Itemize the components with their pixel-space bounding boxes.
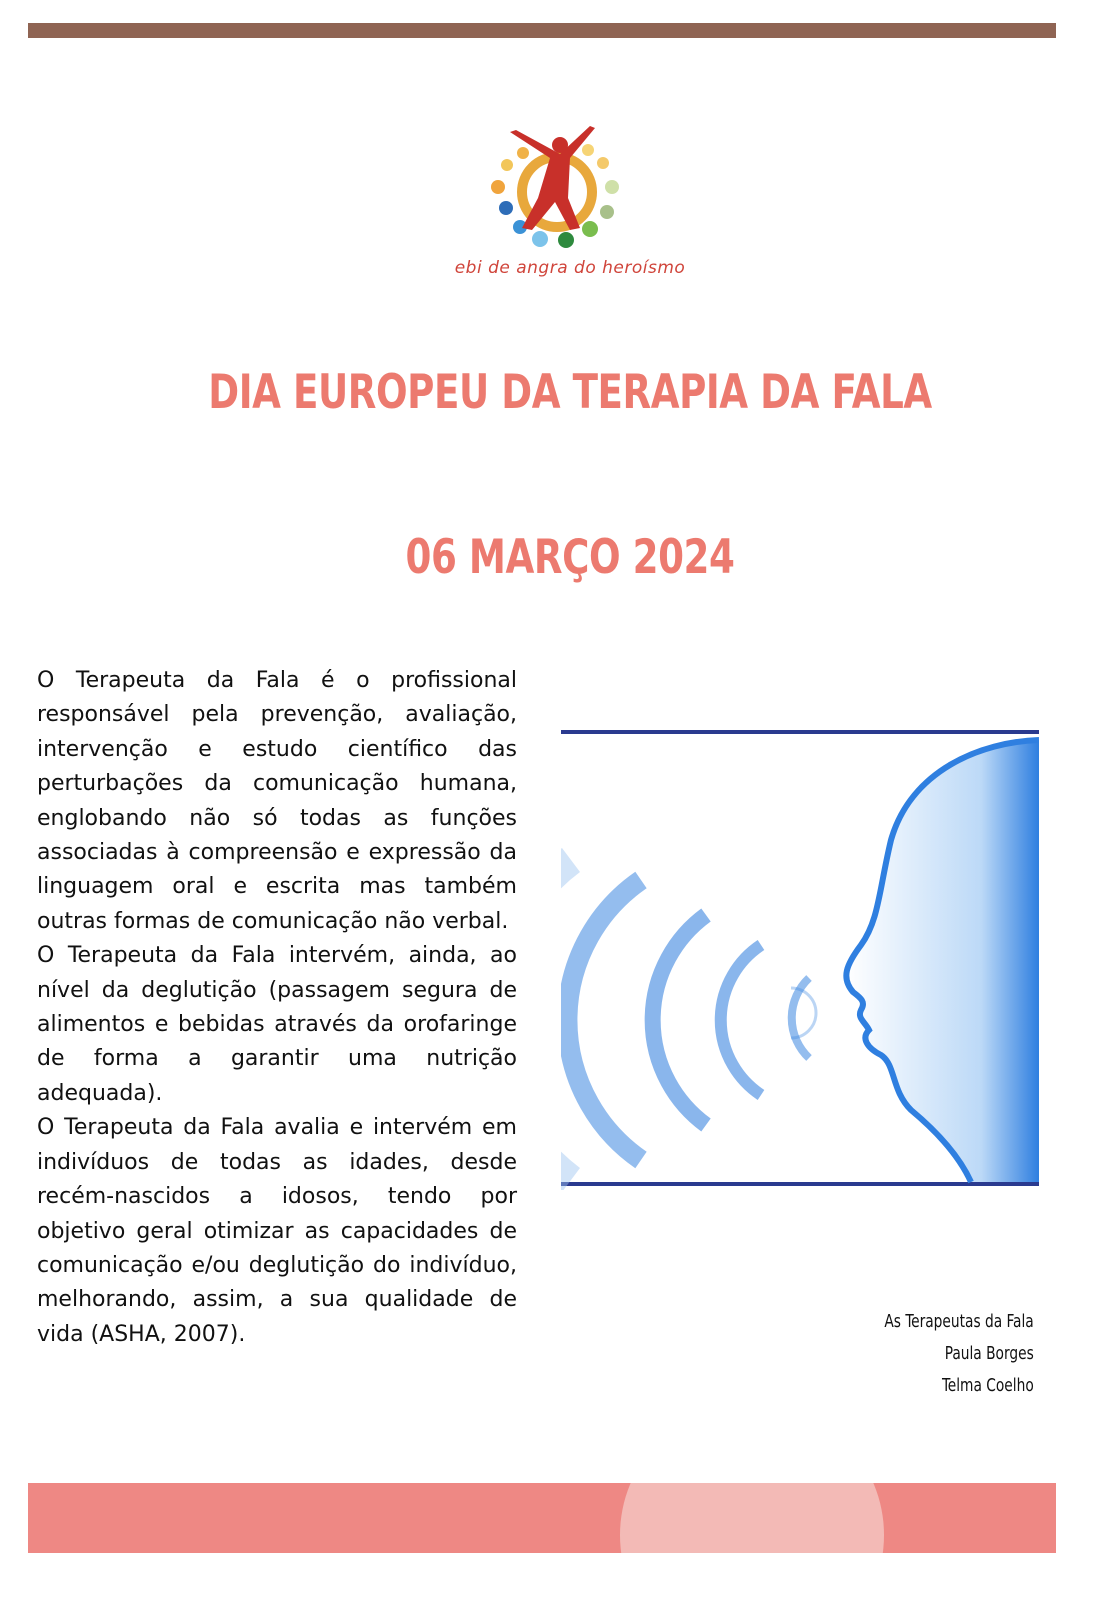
logo-emblem-icon	[410, 120, 730, 260]
credits-name: Telma Coelho	[942, 1375, 1034, 1396]
paragraph: O Terapeuta da Fala é o profissional responsável pela prevenção, avaliação, intervenção e estudo científico das perturbações da comunicação humana, englobando não só todas as funções associadas à compreensão e expressão da linguagem oral e escrita mas também outras formas de comunicação não verbal.	[37, 668, 517, 934]
paragraph: O Terapeuta da Fala avalia e intervém em indivíduos de todas as idades, desde recém-nascidos a idosos, tendo por objetivo geral otimizar as capacidades de comunicação e/ou deglutição do indivíduo, melhorando, assim, a sua qualidade de vida (ASHA, 2007).	[37, 1115, 517, 1347]
credits-name: Paula Borges	[944, 1343, 1034, 1364]
school-logo	[410, 120, 730, 290]
speech-illustration	[561, 730, 1039, 1190]
page-title: DIA EUROPEU DA TERAPIA DA FALA	[208, 365, 932, 420]
decorative-circle	[620, 1483, 884, 1553]
top-bar	[28, 23, 1056, 38]
credits	[858, 1306, 1034, 1402]
body-text	[37, 664, 517, 1352]
event-date: 06 MARÇO 2024	[405, 530, 735, 585]
credits-heading: As Terapeutas da Fala	[884, 1311, 1034, 1332]
logo-text: ebi de angra do heroísmo	[454, 258, 686, 278]
speaking-head-icon	[561, 730, 1039, 1190]
bottom-bar	[28, 1483, 1056, 1553]
paragraph: O Terapeuta da Fala intervém, ainda, ao nível da deglutição (passagem segura de alimentos e bebidas através da orofaringe de forma a garantir uma nutrição adequada).	[37, 943, 517, 1106]
